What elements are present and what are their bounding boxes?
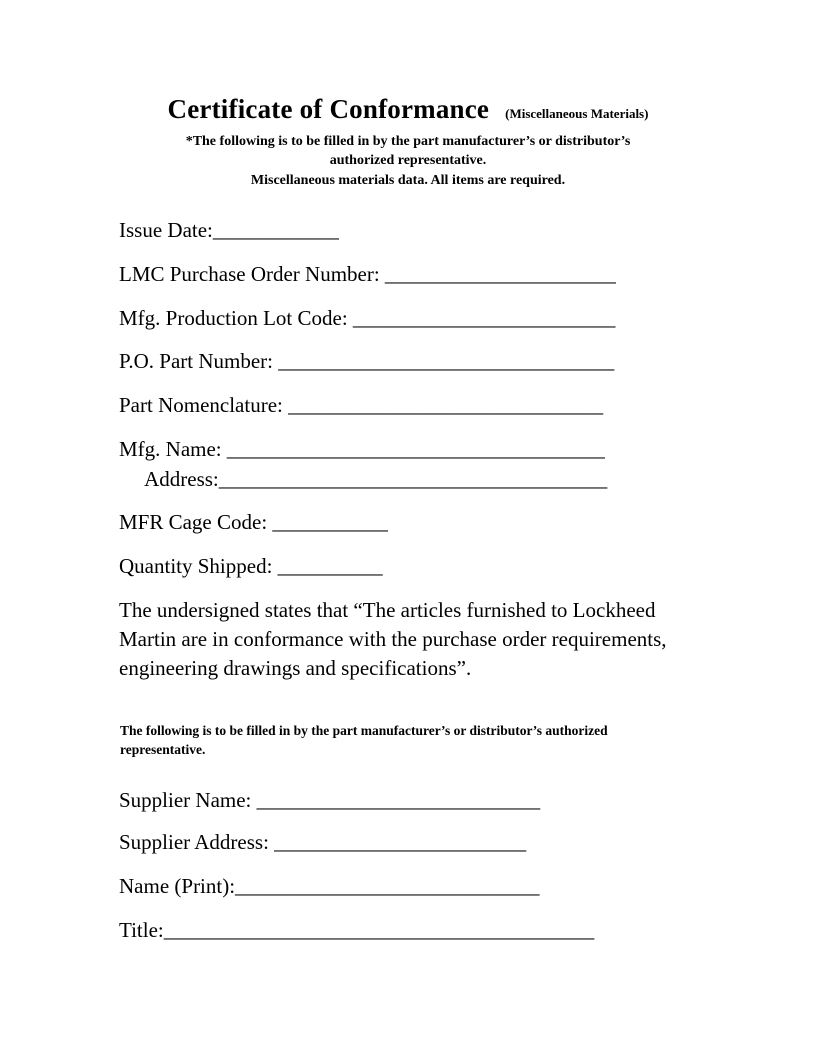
part-nomenclature-field[interactable]: Part Nomenclature: ______________________________ xyxy=(119,393,604,417)
po-part-number-field[interactable]: P.O. Part Number: ________________________________ xyxy=(119,349,615,373)
supplier-address-field[interactable]: Supplier Address: ________________________ xyxy=(119,830,527,854)
instruction-line-2: authorized representative. xyxy=(329,153,487,168)
instruction-line-3: Miscellaneous materials data. All items are required. xyxy=(250,173,566,188)
mfr-cage-code-field[interactable]: MFR Cage Code: ___________ xyxy=(119,510,388,534)
lmc-po-number-field[interactable]: LMC Purchase Order Number: ______________________ xyxy=(119,262,616,286)
mfg-name-field[interactable]: Mfg. Name: ____________________________________ xyxy=(119,437,605,461)
conformance-statement: The undersigned states that “The articles furnished to Lockheed Martin are in conformance with the purchase order requirements, engineering drawings and specifications”. xyxy=(119,598,667,680)
representative-note: The following is to be filled in by the part manufacturer’s or distributor’s authorized representative. xyxy=(120,723,608,757)
mfg-lot-code-field[interactable]: Mfg. Production Lot Code: _________________________ xyxy=(119,306,616,330)
instruction-line-1: *The following is to be filled in by the part manufacturer’s or distributor’s xyxy=(185,134,631,149)
issue-date-field[interactable]: Issue Date:____________ xyxy=(119,218,339,242)
title-row xyxy=(0,94,816,125)
page-subtitle: (Miscellaneous Materials) xyxy=(505,106,649,121)
quantity-shipped-field[interactable]: Quantity Shipped: __________ xyxy=(119,554,383,578)
name-print-field[interactable]: Name (Print):_____________________________ xyxy=(119,874,540,898)
page-title: Certificate of Conformance xyxy=(167,94,490,124)
mfg-address-field[interactable]: Address:_____________________________________ xyxy=(119,467,608,491)
supplier-name-field[interactable]: Supplier Name: ___________________________ xyxy=(119,788,541,812)
title-field[interactable]: Title:_________________________________________ xyxy=(119,918,595,942)
